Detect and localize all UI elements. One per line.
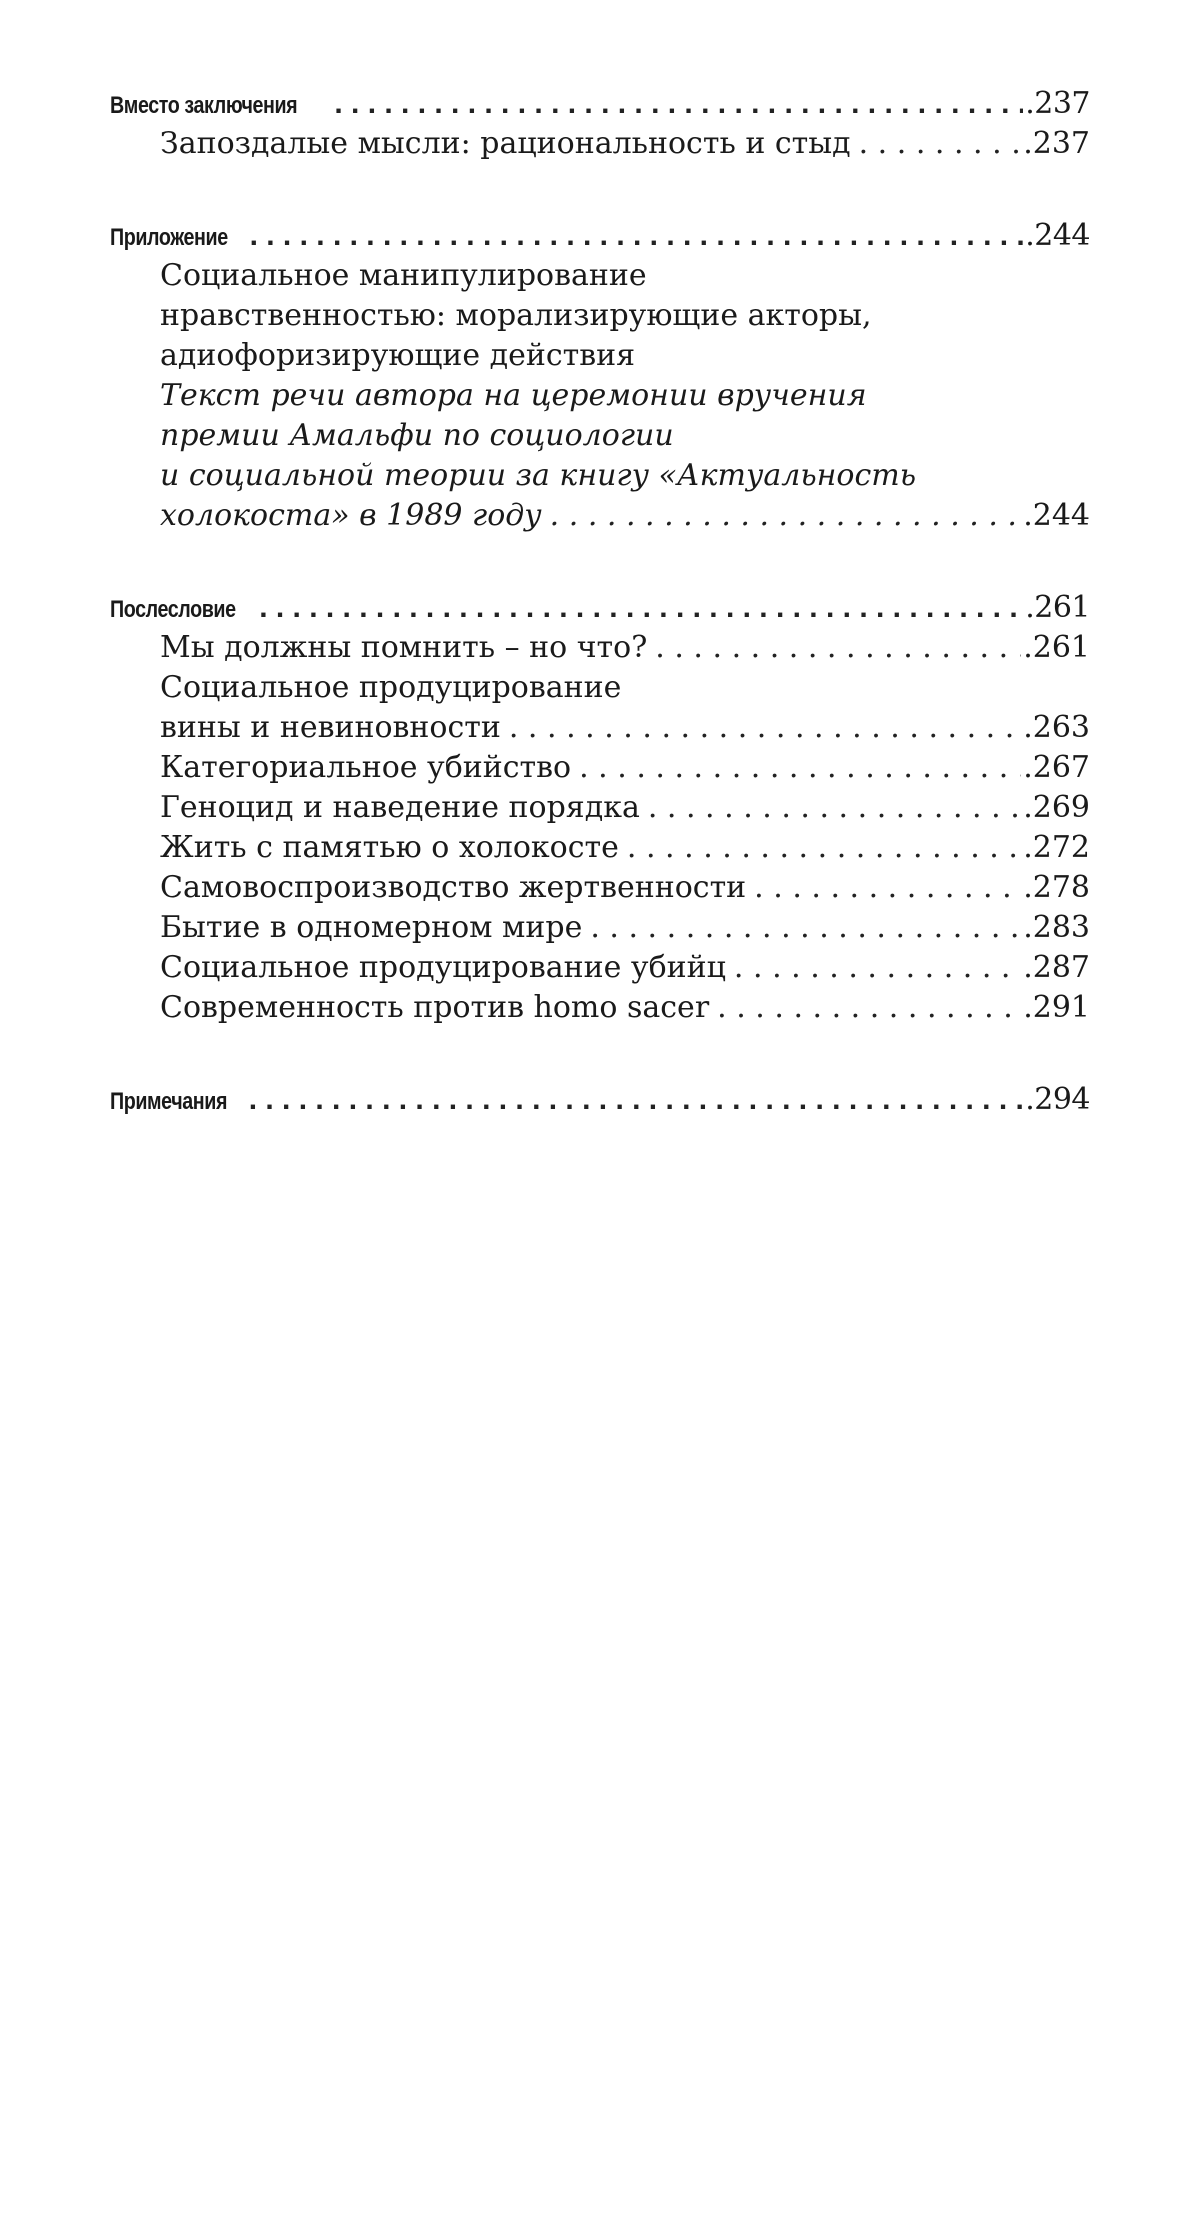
- dot-leader: [550, 496, 1022, 536]
- toc-entry[interactable]: [110, 788, 1090, 828]
- toc-entry[interactable]: [110, 708, 1090, 748]
- toc-entry-text: Категориальное убийство: [160, 750, 572, 785]
- toc-entry-text: адиофоризирующие действия: [160, 338, 636, 373]
- toc-entry-text: Современность против homo sacer: [160, 990, 710, 1025]
- dot-leader: [590, 908, 1021, 948]
- toc-page-number: .261: [1025, 590, 1090, 625]
- dot-leader: [648, 788, 1021, 828]
- toc-entry-text: Социальное продуцирование убийц: [160, 950, 726, 985]
- toc-section-appendix: [110, 216, 1090, 536]
- dot-leader: [754, 868, 1021, 908]
- toc-entry[interactable]: [110, 628, 1090, 668]
- toc-section-conclusion: [110, 84, 1090, 164]
- toc-entry-line[interactable]: [110, 256, 1090, 296]
- toc-section-afterword: [110, 588, 1090, 1028]
- toc-page-number: .261: [1023, 630, 1090, 665]
- dot-leader: [579, 748, 1021, 788]
- toc-italic-text: и социальной теории за книгу «Актуальность: [160, 458, 917, 493]
- toc-heading[interactable]: [110, 84, 1090, 124]
- dot-leader: [734, 948, 1021, 988]
- toc-heading[interactable]: [110, 1080, 1090, 1120]
- toc-entry[interactable]: [110, 748, 1090, 788]
- toc-italic-line[interactable]: [110, 456, 1090, 496]
- toc-heading-text: Примечания: [110, 1088, 228, 1115]
- toc-page-number: .278: [1023, 870, 1090, 905]
- toc-entry-text: Жить с памятью о холокосте: [160, 830, 619, 865]
- toc-entry-line[interactable]: [110, 668, 1090, 708]
- toc-page-number: .272: [1023, 830, 1090, 865]
- dot-leader: [509, 708, 1021, 748]
- toc-heading-text: Приложение: [110, 224, 228, 251]
- toc-entry-text: вины и невиновности: [160, 710, 501, 745]
- toc-heading[interactable]: [110, 216, 1090, 256]
- toc-italic-text: Текст речи автора на церемонии вручения: [160, 378, 867, 413]
- toc-italic-line[interactable]: [110, 416, 1090, 456]
- toc-page-number: .269: [1023, 790, 1090, 825]
- toc-entry[interactable]: [110, 124, 1090, 164]
- toc-page-number: .263: [1023, 710, 1090, 745]
- toc-entry-text: Социальное продуцирование: [160, 670, 622, 705]
- toc-page-number: .267: [1023, 750, 1090, 785]
- toc-heading[interactable]: [110, 588, 1090, 628]
- toc-italic-line[interactable]: [110, 376, 1090, 416]
- toc-entry-text: Мы должны помнить – но что?: [160, 630, 648, 665]
- toc-entry[interactable]: [110, 868, 1090, 908]
- toc-page-number: .244: [1023, 498, 1090, 533]
- toc-page-number: .283: [1023, 910, 1090, 945]
- table-of-contents: [110, 84, 1090, 1172]
- dot-leader: [249, 1080, 1024, 1120]
- dot-leader: [717, 988, 1021, 1028]
- toc-entry[interactable]: [110, 988, 1090, 1028]
- toc-page-number: .237: [1025, 86, 1090, 121]
- toc-section-notes: [110, 1080, 1090, 1120]
- toc-entry-text: Самовоспроизводство жертвенности: [160, 870, 747, 905]
- toc-italic-line[interactable]: [110, 496, 1090, 536]
- toc-entry-text: Геноцид и наведение порядка: [160, 790, 640, 825]
- toc-italic-text: премии Амальфи по социологии: [160, 418, 674, 453]
- dot-leader: [627, 828, 1021, 868]
- dot-leader: [259, 588, 1023, 628]
- dot-leader: [250, 216, 1024, 256]
- toc-entry-text: Запоздалые мысли: рациональность и стыд: [160, 126, 851, 161]
- dot-leader: [655, 628, 1021, 668]
- toc-entry-line[interactable]: [110, 296, 1090, 336]
- toc-entry-text: нравственностью: морализирующие акторы,: [160, 298, 872, 333]
- toc-page-number: .237: [1023, 126, 1090, 161]
- toc-heading-text: Послесловие: [110, 596, 236, 623]
- toc-entry-text: Бытие в одномерном мире: [160, 910, 583, 945]
- toc-heading-text: Вместо заключения: [110, 92, 298, 119]
- toc-page-number: .244: [1025, 218, 1090, 253]
- toc-entry[interactable]: [110, 948, 1090, 988]
- toc-entry[interactable]: [110, 828, 1090, 868]
- toc-page-number: .291: [1023, 990, 1090, 1025]
- toc-entry-line[interactable]: [110, 336, 1090, 376]
- dot-leader: [859, 124, 1022, 164]
- toc-entry[interactable]: [110, 908, 1090, 948]
- toc-entry-text: Социальное манипулирование: [160, 258, 647, 293]
- toc-page-number: .287: [1023, 950, 1090, 985]
- toc-italic-text: холокоста» в 1989 году: [160, 498, 542, 533]
- toc-page-number: .294: [1025, 1082, 1090, 1117]
- dot-leader: [334, 84, 1023, 124]
